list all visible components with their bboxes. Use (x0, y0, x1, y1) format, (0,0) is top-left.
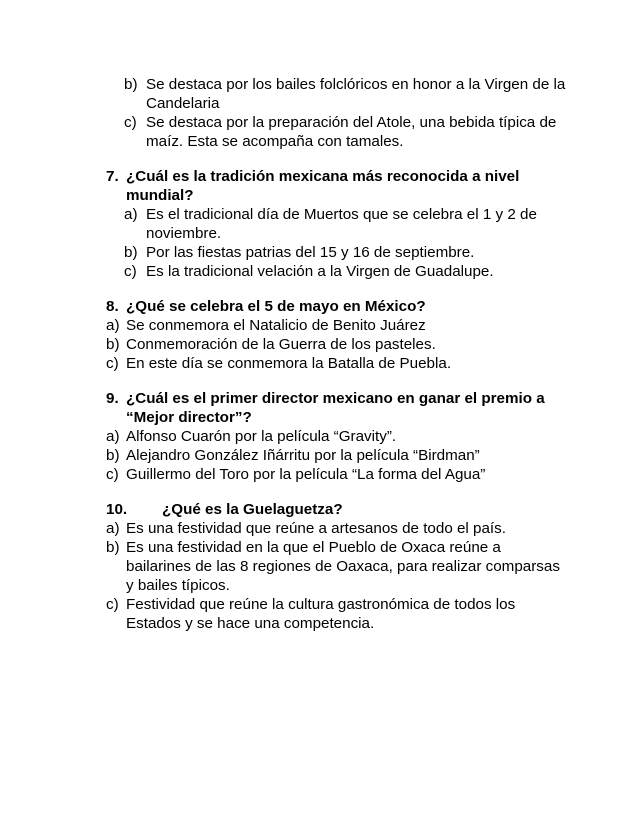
question-text: ¿Cuál es el primer director mexicano en ganar el premio a (126, 390, 545, 407)
option-letter: c) (124, 114, 137, 131)
option-letter: b) (106, 447, 120, 464)
question-text: mundial? (126, 187, 194, 204)
option-text: bailarines de las 8 regiones de Oaxaca, para realizar comparsas (126, 558, 560, 575)
option-letter: c) (106, 355, 119, 372)
option-letter: a) (124, 206, 138, 223)
option-letter: c) (106, 596, 119, 613)
option-text: Es una festividad que reúne a artesanos de todo el país. (126, 520, 506, 537)
question-text: ¿Qué es la Guelaguetza? (162, 501, 343, 518)
option-letter: c) (106, 466, 119, 483)
question-text: ¿Qué se celebra el 5 de mayo en México? (126, 298, 426, 315)
option-letter: b) (106, 336, 120, 353)
question-number: 9. (106, 390, 119, 407)
option-text: Conmemoración de la Guerra de los pasteles. (126, 336, 436, 353)
option-text: En este día se conmemora la Batalla de Puebla. (126, 355, 452, 372)
option-text: Guillermo del Toro por la película “La forma del Agua” (126, 466, 486, 483)
question-number: 8. (106, 298, 119, 315)
option-text: Candelaria (146, 95, 220, 112)
option-letter: a) (106, 428, 120, 445)
option-letter: b) (124, 76, 138, 93)
question-text: “Mejor director”? (126, 409, 252, 426)
option-letter: b) (124, 244, 138, 261)
option-text: Por las fiestas patrias del 15 y 16 de septiembre. (146, 244, 475, 261)
option-letter: c) (124, 263, 137, 280)
question-number: 10. (106, 501, 128, 518)
option-text: maíz. Esta se acompaña con tamales. (146, 133, 404, 150)
option-text: Se destaca por la preparación del Atole, una bebida típica de (146, 114, 557, 131)
option-text: y bailes típicos. (126, 577, 230, 594)
option-text: Estados y se hace una competencia. (126, 615, 375, 632)
option-letter: a) (106, 317, 120, 334)
option-text: Es la tradicional velación a la Virgen de Guadalupe. (146, 263, 494, 280)
question-number: 7. (106, 168, 119, 185)
option-letter: b) (106, 539, 120, 556)
option-text: Es el tradicional día de Muertos que se celebra el 1 y 2 de (146, 206, 537, 223)
option-letter: a) (106, 520, 120, 537)
option-text: Alejandro González Iñárritu por la película “Birdman” (126, 447, 480, 464)
option-text: Alfonso Cuarón por la película “Gravity”. (126, 428, 397, 445)
option-text: Es una festividad en la que el Pueblo de Oxaca reúne a (126, 539, 501, 556)
option-text: Se destaca por los bailes folclóricos en honor a la Virgen de la (146, 76, 566, 93)
question-text: ¿Cuál es la tradición mexicana más reconocida a nivel (126, 168, 520, 185)
option-text: noviembre. (146, 225, 222, 242)
option-text: Festividad que reúne la cultura gastronómica de todos los (126, 596, 516, 613)
option-text: Se conmemora el Natalicio de Benito Juárez (126, 317, 426, 334)
